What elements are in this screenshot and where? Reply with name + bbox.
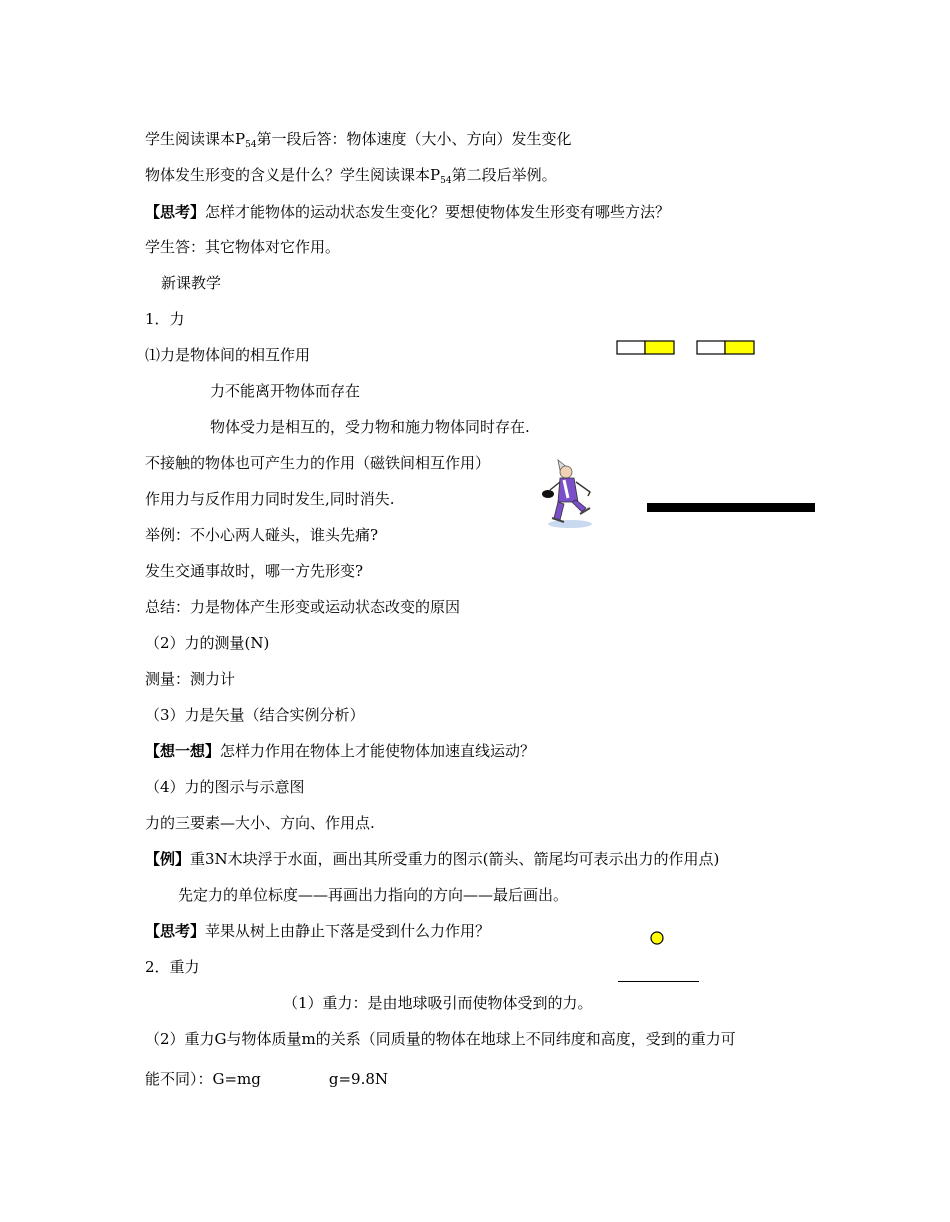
text-line-18: 【想一想】怎样力作用在物体上才能使物体加速直线运动？ <box>145 742 536 760</box>
text-line-16: 测量：测力计 <box>145 670 236 688</box>
text-line-1: 学生阅读课本$P_{54}$第一段后答：物体速度（大小、方向）发生变化 <box>145 130 572 150</box>
text-line-19: （4）力的图示与示意图 <box>145 778 305 796</box>
magnet-1-white-pole <box>617 341 645 354</box>
text-line-8: 力不能离开物体而存在 <box>210 382 361 400</box>
text-line-13: 发生交通事故时，哪一方先形变? <box>145 562 364 580</box>
magnet-2-yellow-pole <box>725 341 754 354</box>
text-line-2: 物体发生形变的含义是什么？学生阅读课本$P_{54}$第二段后举例。 <box>145 166 557 186</box>
text-line-12: 举例：不小心两人碰头，谁头先痛? <box>145 526 379 544</box>
text-line-11: 作用力与反作用力同时发生,同时消失. <box>145 490 395 508</box>
magnet-1-yellow-pole <box>645 341 674 354</box>
text-line-4: 学生答：其它物体对它作用。 <box>145 238 341 256</box>
text-line-15: （2）力的测量(N) <box>145 634 270 652</box>
text-line-9: 物体受力是相互的，受力物和施力物体同时存在. <box>210 418 530 436</box>
text-line-21: 【例】重3N木块浮于水面，画出其所受重力的图示(箭头、箭尾均可表示出力的作用点) <box>145 850 720 868</box>
heading-gravity: 2．重力 <box>145 958 200 976</box>
text-line-26: （2）重力G与物体质量m的关系（同质量的物体在地球上不同纬度和高度，受到的重力可 <box>145 1030 736 1048</box>
text-line-3: 【思考】怎样才能物体的运动状态发生变化？要想使物体发生形变有哪些方法？ <box>145 203 671 221</box>
magnet-pair-diagram <box>615 339 757 357</box>
section-heading: 新课教学 <box>161 274 222 292</box>
black-bar <box>647 503 815 512</box>
text-line-27: 能不同）：G=mg g=9.8N <box>145 1070 389 1088</box>
text-line-7: ⑴力是物体间的相互作用 <box>145 346 311 364</box>
text-line-17: （3）力是矢量（结合实例分析） <box>145 706 365 724</box>
magnet-2-white-pole <box>697 341 725 354</box>
ground-line <box>618 981 699 982</box>
apple-circle <box>648 929 666 947</box>
text-line-23: 【思考】苹果从树上由静止下落是受到什么力作用？ <box>145 922 491 940</box>
text-line-10: 不接触的物体也可产生力的作用（磁铁间相互作用） <box>145 454 491 472</box>
heading-force: 1．力 <box>145 310 185 328</box>
text-line-22: 先定力的单位标度——再画出力指向的方向——最后画出。 <box>178 886 569 904</box>
text-line-25: （1）重力：是由地球吸引而使物体受到的力。 <box>283 994 593 1012</box>
text-line-14: 总结：力是物体产生形变或运动状态改变的原因 <box>145 598 461 616</box>
text-line-20: 力的三要素—大小、方向、作用点. <box>145 814 375 832</box>
hockey-player-figure <box>538 458 600 530</box>
